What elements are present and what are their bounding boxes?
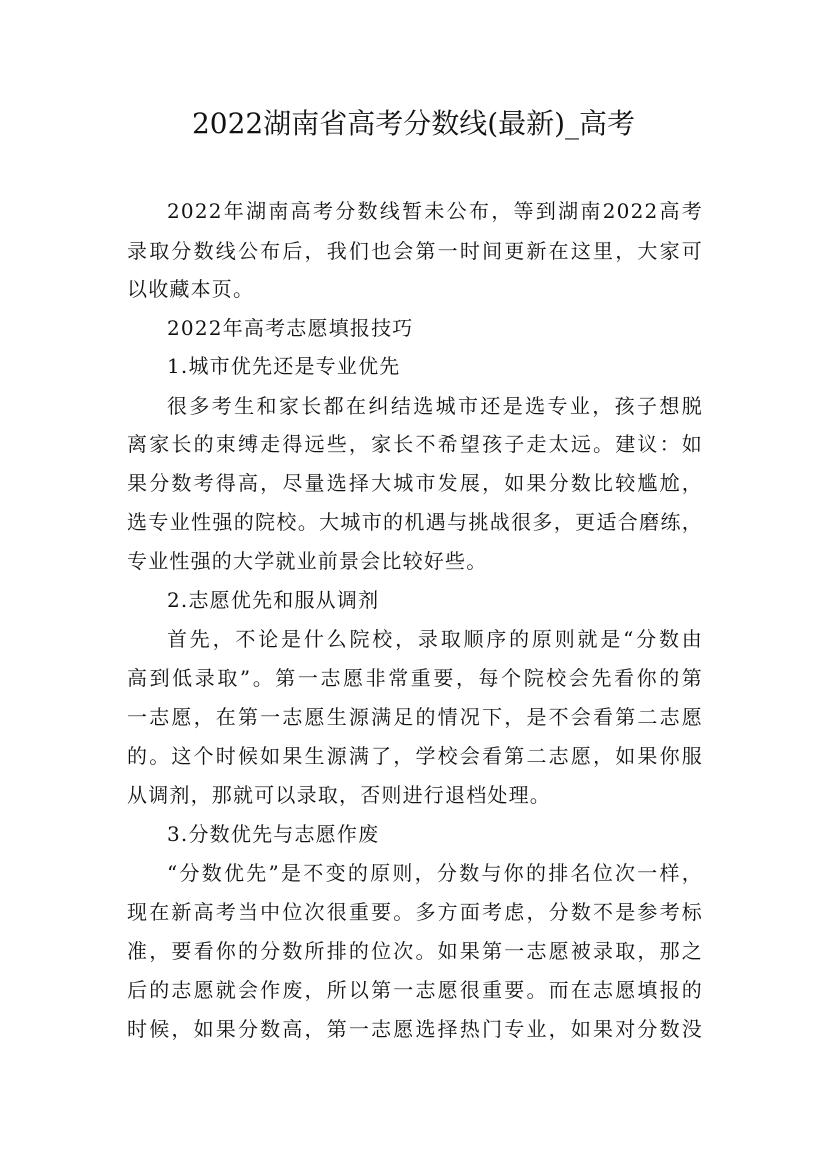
paragraph-line: 选专业性强的院校。大城市的机遇与挑战很多，更适合磨练， — [127, 510, 703, 534]
paragraph-line: 2022年湖南高考分数线暂未公布，等到湖南2022高考 — [167, 199, 703, 223]
document-title: 2022湖南省高考分数线(最新)_高考 — [191, 107, 636, 140]
paragraph-line: 时候，如果分数高，第一志愿选择热门专业，如果对分数没 — [127, 1017, 703, 1041]
paragraph-line: “分数优先”是不变的原则，分数与你的排名位次一样， — [167, 861, 703, 885]
section-heading: 2.志愿优先和服从调剂 — [167, 588, 380, 612]
paragraph-line: 高到低录取”。第一志愿非常重要，每个院校会先看你的第 — [127, 666, 703, 690]
paragraph-line: 专业性强的大学就业前景会比较好些。 — [127, 549, 488, 573]
paragraph-line: 一志愿，在第一志愿生源满足的情况下，是不会看第二志愿 — [127, 705, 703, 729]
section-heading: 3.分数优先与志愿作废 — [167, 822, 380, 846]
paragraph-line: 果分数考得高，尽量选择大城市发展，如果分数比较尴尬， — [127, 471, 703, 495]
paragraph-line: 录取分数线公布后，我们也会第一时间更新在这里，大家可 — [127, 239, 703, 263]
paragraph-line: 首先，不论是什么院校，录取顺序的原则就是“分数由 — [167, 627, 703, 651]
paragraph-line: 很多考生和家长都在纠结选城市还是选专业，孩子想脱 — [167, 394, 703, 418]
paragraph-line: 准，要看你的分数所排的位次。如果第一志愿被录取，那之 — [127, 939, 703, 963]
section-heading: 2022年高考志愿填报技巧 — [167, 316, 414, 340]
paragraph-line: 以收藏本页。 — [127, 277, 255, 301]
paragraph-line: 从调剂，那就可以录取，否则进行退档处理。 — [127, 783, 551, 807]
paragraph-line: 离家长的束缚走得远些，家长不希望孩子走太远。建议：如 — [127, 432, 703, 456]
paragraph-line: 后的志愿就会作废，所以第一志愿很重要。而在志愿填报的 — [127, 978, 703, 1002]
section-heading: 1.城市优先还是专业优先 — [167, 354, 401, 378]
paragraph-line: 现在新高考当中位次很重要。多方面考虑，分数不是参考标 — [127, 900, 703, 924]
paragraph-line: 的。这个时候如果生源满了，学校会看第二志愿，如果你服 — [127, 744, 703, 768]
